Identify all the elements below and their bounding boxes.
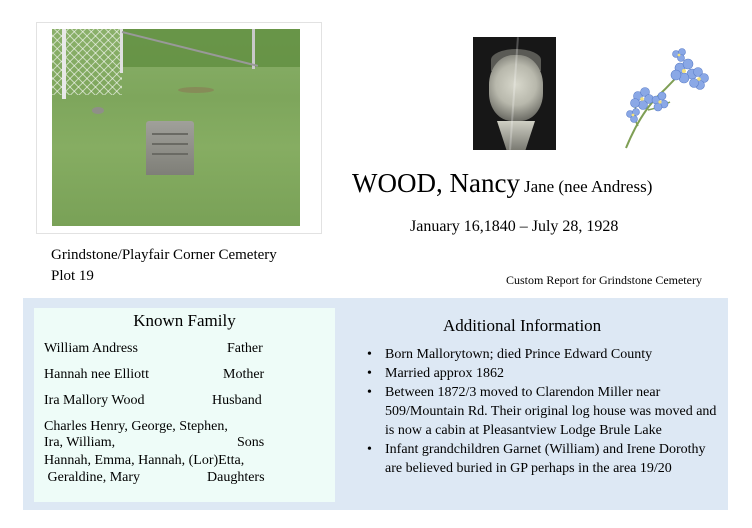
- gravestone-photo-frame: [36, 22, 322, 234]
- person-name: [352, 168, 652, 199]
- family-relation: Mother: [223, 367, 265, 382]
- family-title: Known Family: [133, 311, 236, 330]
- bushes: [122, 29, 300, 67]
- stone-engraving: [152, 133, 188, 135]
- stone-engraving: [152, 143, 188, 145]
- bullet-icon: •: [367, 366, 372, 381]
- family-member-name: Hannah nee Elliott: [44, 367, 149, 382]
- bullet-icon: •: [367, 385, 372, 400]
- dirt-patch: [178, 87, 214, 93]
- portrait-collar: [497, 121, 535, 150]
- children-names: Charles Henry, George, Stephen,: [44, 419, 228, 434]
- daughters-label: Daughters: [207, 470, 265, 485]
- info-bullet-item: [364, 364, 720, 383]
- info-text: Married approx 1862: [385, 366, 504, 381]
- info-text: Between 1872/3 moved to Clarendon Miller near 509/Mountain Rd. Their original log house was moved and is now a cabin at Pleasantview Lodge Brule Lake: [385, 385, 717, 438]
- life-dates: January 16,1840 – July 28, 1928: [410, 218, 619, 235]
- cemetery-info: [51, 245, 277, 287]
- family-relation: Father: [227, 341, 263, 356]
- info-text: Infant grandchildren Garnet (William) and Irene Dorothy are believed buried in GP perhaps in the area 19/20: [385, 442, 706, 476]
- portrait-photo: [473, 37, 556, 150]
- fence-post: [62, 29, 66, 99]
- forget-me-not-icon: [618, 44, 710, 150]
- report-caption: Custom Report for Grindstone Cemetery: [506, 273, 702, 287]
- info-text: Born Mallorytown; died Prince Edward County: [385, 347, 653, 362]
- surname: WOOD, Nancy: [352, 168, 520, 198]
- family-member-name: William Andress: [44, 341, 138, 356]
- gravestone-photo: [52, 29, 300, 226]
- middle-name: Jane (nee Andress): [523, 177, 653, 196]
- family-relation: Husband: [212, 393, 262, 408]
- bullet-icon: •: [367, 442, 372, 457]
- stone-engraving: [152, 153, 188, 155]
- cemetery-name: Grindstone/Playfair Corner Cemetery: [51, 247, 277, 263]
- bullet-icon: •: [367, 347, 372, 362]
- additional-info-list: [364, 345, 720, 478]
- rock: [92, 107, 104, 114]
- info-bullet-item: [364, 440, 720, 478]
- additional-info-title: Additional Information: [443, 316, 602, 335]
- fence-post: [120, 29, 123, 73]
- gravestone: [146, 121, 194, 175]
- info-bullet-item: [364, 345, 720, 364]
- children-names: Ira, William,: [44, 435, 116, 450]
- known-family-box: [34, 308, 335, 502]
- children-names: Geraldine, Mary: [44, 470, 141, 485]
- children-names: Hannah, Emma, Hannah, (Lor)Etta,: [44, 453, 245, 468]
- family-member-name: Ira Mallory Wood: [44, 393, 145, 408]
- sons-label: Sons: [237, 435, 265, 450]
- info-bullet-item: [364, 383, 720, 440]
- plot-number: Plot 19: [51, 268, 94, 284]
